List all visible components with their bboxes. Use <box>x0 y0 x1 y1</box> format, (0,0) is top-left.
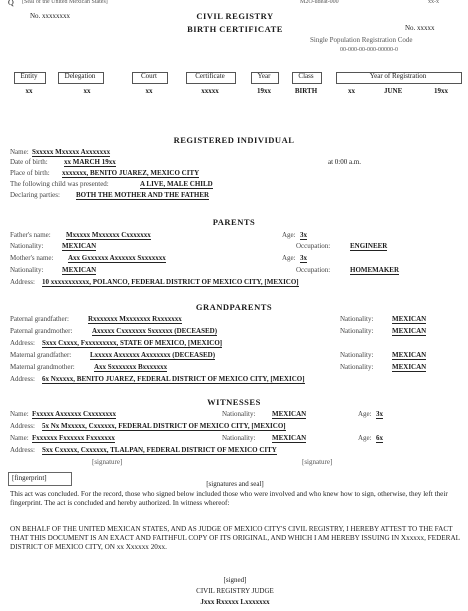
w2-nat-label: Nationality: <box>222 434 256 442</box>
time-of-birth: at 0:00 a.m. <box>328 158 362 166</box>
col-entity: Entity <box>20 72 38 80</box>
mgf-nationality: MEXICAN <box>392 351 427 359</box>
col-year: Year <box>257 72 271 80</box>
val-class: BIRTH <box>294 87 318 95</box>
population-code: 00-000-00-000-00000-0 <box>340 47 398 53</box>
mother-name: Axx Gxxxxxx Axxxxxx Sxxxxxxx <box>68 254 166 262</box>
title-birth-certificate: BIRTH CERTIFICATE <box>187 24 283 34</box>
top-right-corner: xx-x <box>428 0 439 5</box>
mgf-nat-label: Nationality: <box>340 351 374 359</box>
father-name: Mxxxxx Mxxxxxx Cxxxxxxx <box>66 231 151 239</box>
witness-2-nationality: MEXICAN <box>272 434 307 442</box>
w1-label: Name: <box>10 410 29 418</box>
paternal-grandfather: Rxxxxxxx Mxxxxxxx Rxxxxxxx <box>88 315 182 323</box>
presented-label: The following child was presented: <box>10 180 109 188</box>
witness-1-address: 5x Nx Mxxxxx, Cxxxxxx, FEDERAL DISTRICT OF MEXICO CITY, [MEXICO] <box>42 422 286 430</box>
paternal-address-label: Address: <box>10 339 35 347</box>
heading-grandparents: GRANDPARENTS <box>195 302 273 312</box>
pgf-nationality: MEXICAN <box>392 315 427 323</box>
paternal-address: Sxxx Cxxxx, Fxxxxxxxxx, STATE OF MEXICO, [MEXICO] <box>42 339 223 347</box>
pgf-nat-label: Nationality: <box>340 315 374 323</box>
population-code-label: Single Population Registration Code <box>310 36 413 44</box>
father-age: 3x <box>300 231 307 239</box>
name-label: Name: <box>10 148 29 156</box>
mgf-label: Maternal grandfather: <box>10 351 72 359</box>
mgm-nationality: MEXICAN <box>392 363 427 371</box>
father-nationality: MEXICAN <box>62 242 97 250</box>
witness-1-signature: [signature] <box>92 458 123 466</box>
mgm-nat-label: Nationality: <box>340 363 374 371</box>
pgm-nationality: MEXICAN <box>392 327 427 335</box>
father-age-label: Age: <box>282 231 296 239</box>
declaring-parties: BOTH THE MOTHER AND THE FATHER <box>76 191 210 199</box>
witness-2-signature: [signature] <box>302 458 333 466</box>
witness-1-age: 3x <box>376 410 383 418</box>
col-registration-year: Year of Registration <box>369 72 427 80</box>
witness-2-age: 6x <box>376 434 383 442</box>
w2-address-label: Address: <box>10 446 35 454</box>
father-occ-label: Occupation: <box>296 242 331 250</box>
top-right-code: M2O-udeat-000 <box>300 0 339 5</box>
col-delegation: Delegation <box>64 72 96 80</box>
place-of-birth: xxxxxxx, BENITO JUAREZ, MEXICO CITY <box>62 169 200 177</box>
maternal-grandfather: Lxxxxx Axxxxxx Axxxxxxx (DECEASED) <box>90 351 216 359</box>
mgm-label: Maternal grandmother: <box>10 363 75 371</box>
maternal-grandmother: Axx Sxxxxxxx Bxxxxxxx <box>94 363 168 371</box>
col-certificate: Certificate <box>195 72 225 80</box>
mother-nat-label: Nationality: <box>10 266 44 274</box>
mother-occupation: HOMEMAKER <box>350 266 399 274</box>
val-reg-day: xx <box>348 87 355 95</box>
val-year: 19xx <box>257 87 271 95</box>
maternal-address: 6x Nxxxxx, BENITO JUAREZ, FEDERAL DISTRICT OF MEXICO CITY, [MEXICO] <box>42 375 305 383</box>
w1-address-label: Address: <box>10 422 35 430</box>
attestation-paragraph: ON BEHALF OF THE UNITED MEXICAN STATES, AND AS JUDGE OF MEXICO CITY'S CIVIL REGISTRY, I HEREBY ATTEST TO THE FACT THAT THIS DOCUMENT IS AN EXACT AND FAITHFUL COPY OF ITS ORIGINAL, AND WHICH I AM HEREBY ISSUING IN Xxxxxx, FEDERAL DISTRICT OF MEXICO CITY, ON xx Xxxxxx 20xx. <box>10 525 460 551</box>
judge-title: CIVIL REGISTRY JUDGE <box>196 587 274 595</box>
pgf-label: Paternal grandfather: <box>10 315 69 323</box>
date-of-birth: xx MARCH 19xx <box>64 158 116 166</box>
col-class: Class <box>298 72 314 80</box>
witness-2-address: Sxx Cxxxxx, Cxxxxxx, TLALPAN, FEDERAL DISTRICT OF MEXICO CITY <box>42 446 277 454</box>
father-occupation: ENGINEER <box>350 242 388 250</box>
pgm-nat-label: Nationality: <box>340 327 374 335</box>
w1-age-label: Age: <box>358 410 372 418</box>
paternal-grandmother: Axxxxx Cxxxxxxx Sxxxxxx (DECEASED) <box>92 327 218 335</box>
mother-nationality: MEXICAN <box>62 266 97 274</box>
signatures-and-seal: [signatures and seal] <box>206 480 264 488</box>
dob-label: Date of birth: <box>10 158 48 166</box>
declaring-label: Declaring parties: <box>10 191 60 199</box>
w2-age-label: Age: <box>358 434 372 442</box>
signed-note: [signed] <box>223 576 247 584</box>
father-label: Father's name: <box>10 231 51 239</box>
pob-label: Place of birth: <box>10 169 50 177</box>
w1-nat-label: Nationality: <box>222 410 256 418</box>
mother-age: 3x <box>300 254 307 262</box>
val-certificate: xxxxx <box>201 87 219 95</box>
val-reg-year: 19xx <box>434 87 448 95</box>
mother-label: Mother's name: <box>10 254 54 262</box>
val-entity: xx <box>25 87 33 95</box>
val-delegation: xx <box>83 87 91 95</box>
record-table <box>14 70 464 100</box>
heading-witnesses: WITNESSES <box>207 397 261 407</box>
heading-parents: PARENTS <box>212 217 256 227</box>
val-court: xx <box>145 87 153 95</box>
judge-name: Jxxx Rxxxxx Lxxxxxxx <box>200 598 270 606</box>
maternal-address-label: Address: <box>10 375 35 383</box>
certificate-number-left: No. xxxxxxxx <box>30 12 71 20</box>
parents-address: 10 xxxxxxxxxxx, POLANCO, FEDERAL DISTRICT OF MEXICO CITY, [MEXICO] <box>42 278 299 286</box>
val-reg-month: JUNE <box>384 87 403 95</box>
heading-registered: REGISTERED INDIVIDUAL <box>173 135 295 145</box>
presented-child: A LIVE, MALE CHILD <box>140 180 213 188</box>
w2-label: Name: <box>10 434 29 442</box>
parents-address-label: Address: <box>10 278 35 286</box>
col-court: Court <box>141 72 157 80</box>
certificate-number-right: No. xxxxx <box>405 24 435 32</box>
fingerprint-label: [fingerprint] <box>12 474 47 482</box>
pgm-label: Paternal grandmother: <box>10 327 73 335</box>
mother-age-label: Age: <box>282 254 296 262</box>
q-mark: Q <box>8 0 14 7</box>
title-civil-registry: CIVIL REGISTRY <box>196 11 274 21</box>
witness-2-name: Fxxxxxx Fxxxxxx Fxxxxxxx <box>32 434 115 442</box>
mother-occ-label: Occupation: <box>296 266 331 274</box>
registered-name: Sxxxxx Mxxxxx Axxxxxxx <box>32 148 111 156</box>
state-seal-line: [Seal of the United Mexican States] <box>22 0 108 5</box>
witness-1-nationality: MEXICAN <box>272 410 307 418</box>
concluding-paragraph: This act was concluded. For the record, those who signed below included those who were involved and who knew how to sign, otherwise, they left their fingerprint. The act is concluded and hereby authorized. In witness whereof: <box>10 490 448 507</box>
witness-1-name: Fxxxxx Axxxxxx Cxxxxxxxx <box>32 410 116 418</box>
father-nat-label: Nationality: <box>10 242 44 250</box>
